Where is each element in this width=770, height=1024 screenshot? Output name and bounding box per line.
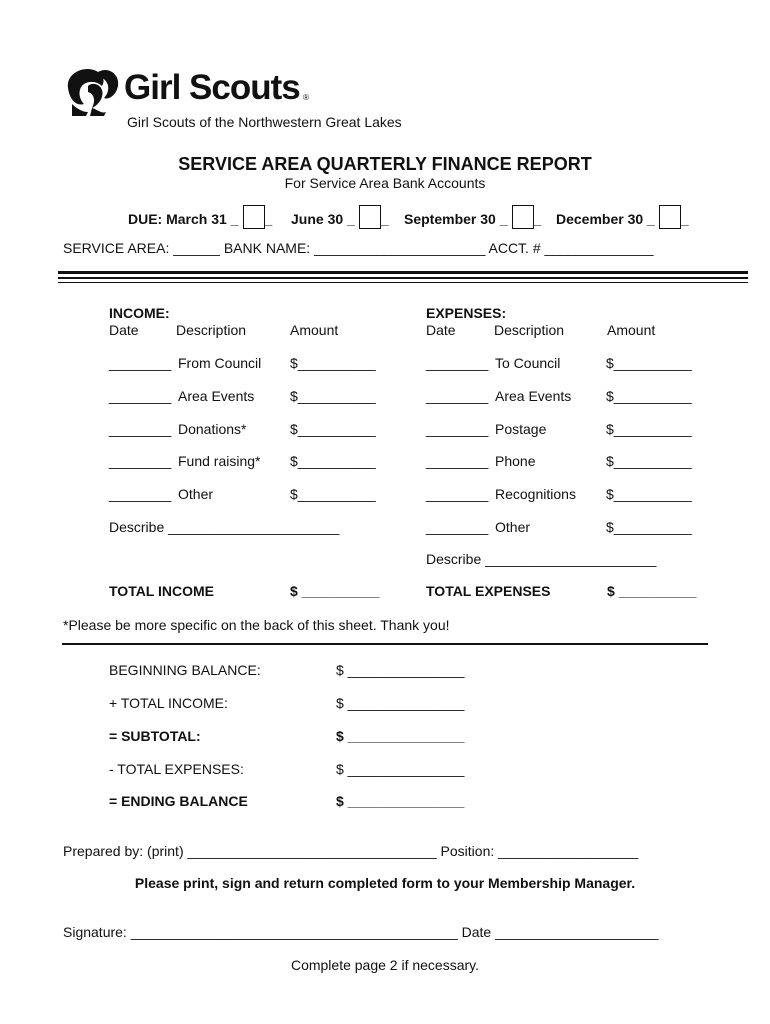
due-september-checkbox[interactable] (512, 205, 534, 229)
income-amount-field[interactable]: $__________ (290, 388, 376, 404)
total-income-label: TOTAL INCOME (109, 583, 214, 599)
page-title: SERVICE AREA QUARTERLY FINANCE REPORT (178, 154, 592, 174)
divider-thick-3 (58, 282, 748, 283)
expense-desc: To Council (495, 355, 561, 371)
due-december-checkbox[interactable] (659, 205, 681, 229)
page-subtitle: For Service Area Bank Accounts (284, 175, 486, 191)
expense-amount-field[interactable]: $__________ (606, 453, 692, 469)
due-september: September 30 _ _ (404, 205, 541, 229)
expense-date-field[interactable]: ________ (426, 453, 489, 469)
due-december-label: December 30 (556, 211, 644, 227)
income-desc: Fund raising* (178, 453, 261, 469)
income-heading: INCOME: (109, 305, 170, 321)
expense-date-field[interactable]: ________ (426, 388, 489, 404)
divider-thick-2 (58, 277, 748, 279)
total-expenses-label: TOTAL EXPENSES (426, 583, 551, 599)
expense-amount-field[interactable]: $__________ (606, 486, 692, 502)
expenses-col-amount: Amount (607, 322, 656, 338)
org-name: Girl Scouts of the Northwestern Great Lakes (127, 114, 402, 130)
balance-label: = ENDING BALANCE (109, 793, 248, 809)
expense-date-field[interactable]: ________ (426, 519, 489, 535)
due-march-checkbox[interactable] (243, 205, 265, 229)
expenses-col-date: Date (426, 322, 456, 338)
income-date-field[interactable]: ________ (109, 388, 172, 404)
income-date-field[interactable]: ________ (109, 486, 172, 502)
logo-wordmark: Girl Scouts (124, 68, 300, 107)
expenses-heading: EXPENSES: (426, 305, 507, 321)
expense-amount-field[interactable]: $__________ (606, 355, 692, 371)
income-desc: Other (178, 486, 214, 502)
balance-value-field[interactable]: $ _______________ (336, 761, 465, 777)
income-col-description: Description (176, 322, 247, 338)
due-december: December 30 _ _ (556, 205, 689, 229)
balance-label: BEGINNING BALANCE: (109, 662, 261, 678)
income-date-field[interactable]: ________ (109, 355, 172, 371)
expense-amount-field[interactable]: $__________ (606, 519, 692, 535)
balance-value-field[interactable]: $ _______________ (336, 695, 465, 711)
income-desc: Area Events (178, 388, 255, 404)
expense-amount-field[interactable]: $__________ (606, 388, 692, 404)
balance-label: = SUBTOTAL: (109, 728, 201, 744)
balance-label: - TOTAL EXPENSES: (109, 761, 244, 777)
income-amount-field[interactable]: $__________ (290, 453, 376, 469)
due-june-checkbox[interactable] (359, 205, 381, 229)
expense-date-field[interactable]: ________ (426, 355, 489, 371)
balance-value-field[interactable]: $ _______________ (336, 793, 465, 809)
expense-desc: Recognitions (495, 486, 576, 502)
expense-amount-field[interactable]: $__________ (606, 421, 692, 437)
expenses-col-description: Description (494, 322, 565, 338)
income-amount-field[interactable]: $__________ (290, 486, 376, 502)
footer-note: Complete page 2 if necessary. (290, 957, 480, 973)
income-date-field[interactable]: ________ (109, 421, 172, 437)
account-line[interactable]: SERVICE AREA: ______ BANK NAME: ______________________ ACCT. # ______________ (63, 240, 654, 256)
due-september-label: September 30 (404, 211, 496, 227)
expense-desc: Phone (495, 453, 536, 469)
expenses-describe-field[interactable]: Describe ______________________ (426, 551, 657, 567)
expense-desc: Area Events (495, 388, 572, 404)
income-amount-field[interactable]: $__________ (290, 421, 376, 437)
due-march: DUE: March 31 _ _ (128, 205, 272, 229)
expense-desc: Postage (495, 421, 547, 437)
back-of-sheet-note: *Please be more specific on the back of this sheet. Thank you! (63, 617, 450, 633)
divider-balance (62, 643, 708, 645)
income-amount-field[interactable]: $__________ (290, 355, 376, 371)
income-desc: From Council (178, 355, 262, 371)
total-income-field[interactable]: $ __________ (290, 583, 380, 599)
prepared-by-line[interactable]: Prepared by: (print) ________________________________ Position: __________________ (63, 843, 639, 859)
return-instruction: Please print, sign and return completed form to your Membership Manager. (134, 875, 636, 891)
expense-date-field[interactable]: ________ (426, 421, 489, 437)
balance-label: + TOTAL INCOME: (109, 695, 228, 711)
divider-thick-1 (58, 271, 748, 274)
expense-date-field[interactable]: ________ (426, 486, 489, 502)
balance-value-field[interactable]: $ _______________ (336, 728, 465, 744)
expense-desc: Other (495, 519, 531, 535)
income-describe-field[interactable]: Describe ______________________ (109, 519, 340, 535)
signature-line[interactable]: Signature: __________________________________________ Date _____________________ (63, 924, 659, 940)
due-june: June 30 _ _ (291, 205, 389, 229)
registered-mark: ® (303, 93, 309, 102)
due-march-label: DUE: March 31 (128, 211, 227, 227)
girl-scouts-trefoil-logo (62, 64, 122, 116)
income-date-field[interactable]: ________ (109, 453, 172, 469)
due-june-label: June 30 (291, 211, 344, 227)
total-expenses-field[interactable]: $ __________ (607, 583, 697, 599)
income-col-amount: Amount (290, 322, 339, 338)
income-desc: Donations* (178, 421, 247, 437)
balance-value-field[interactable]: $ _______________ (336, 662, 465, 678)
income-col-date: Date (109, 322, 139, 338)
